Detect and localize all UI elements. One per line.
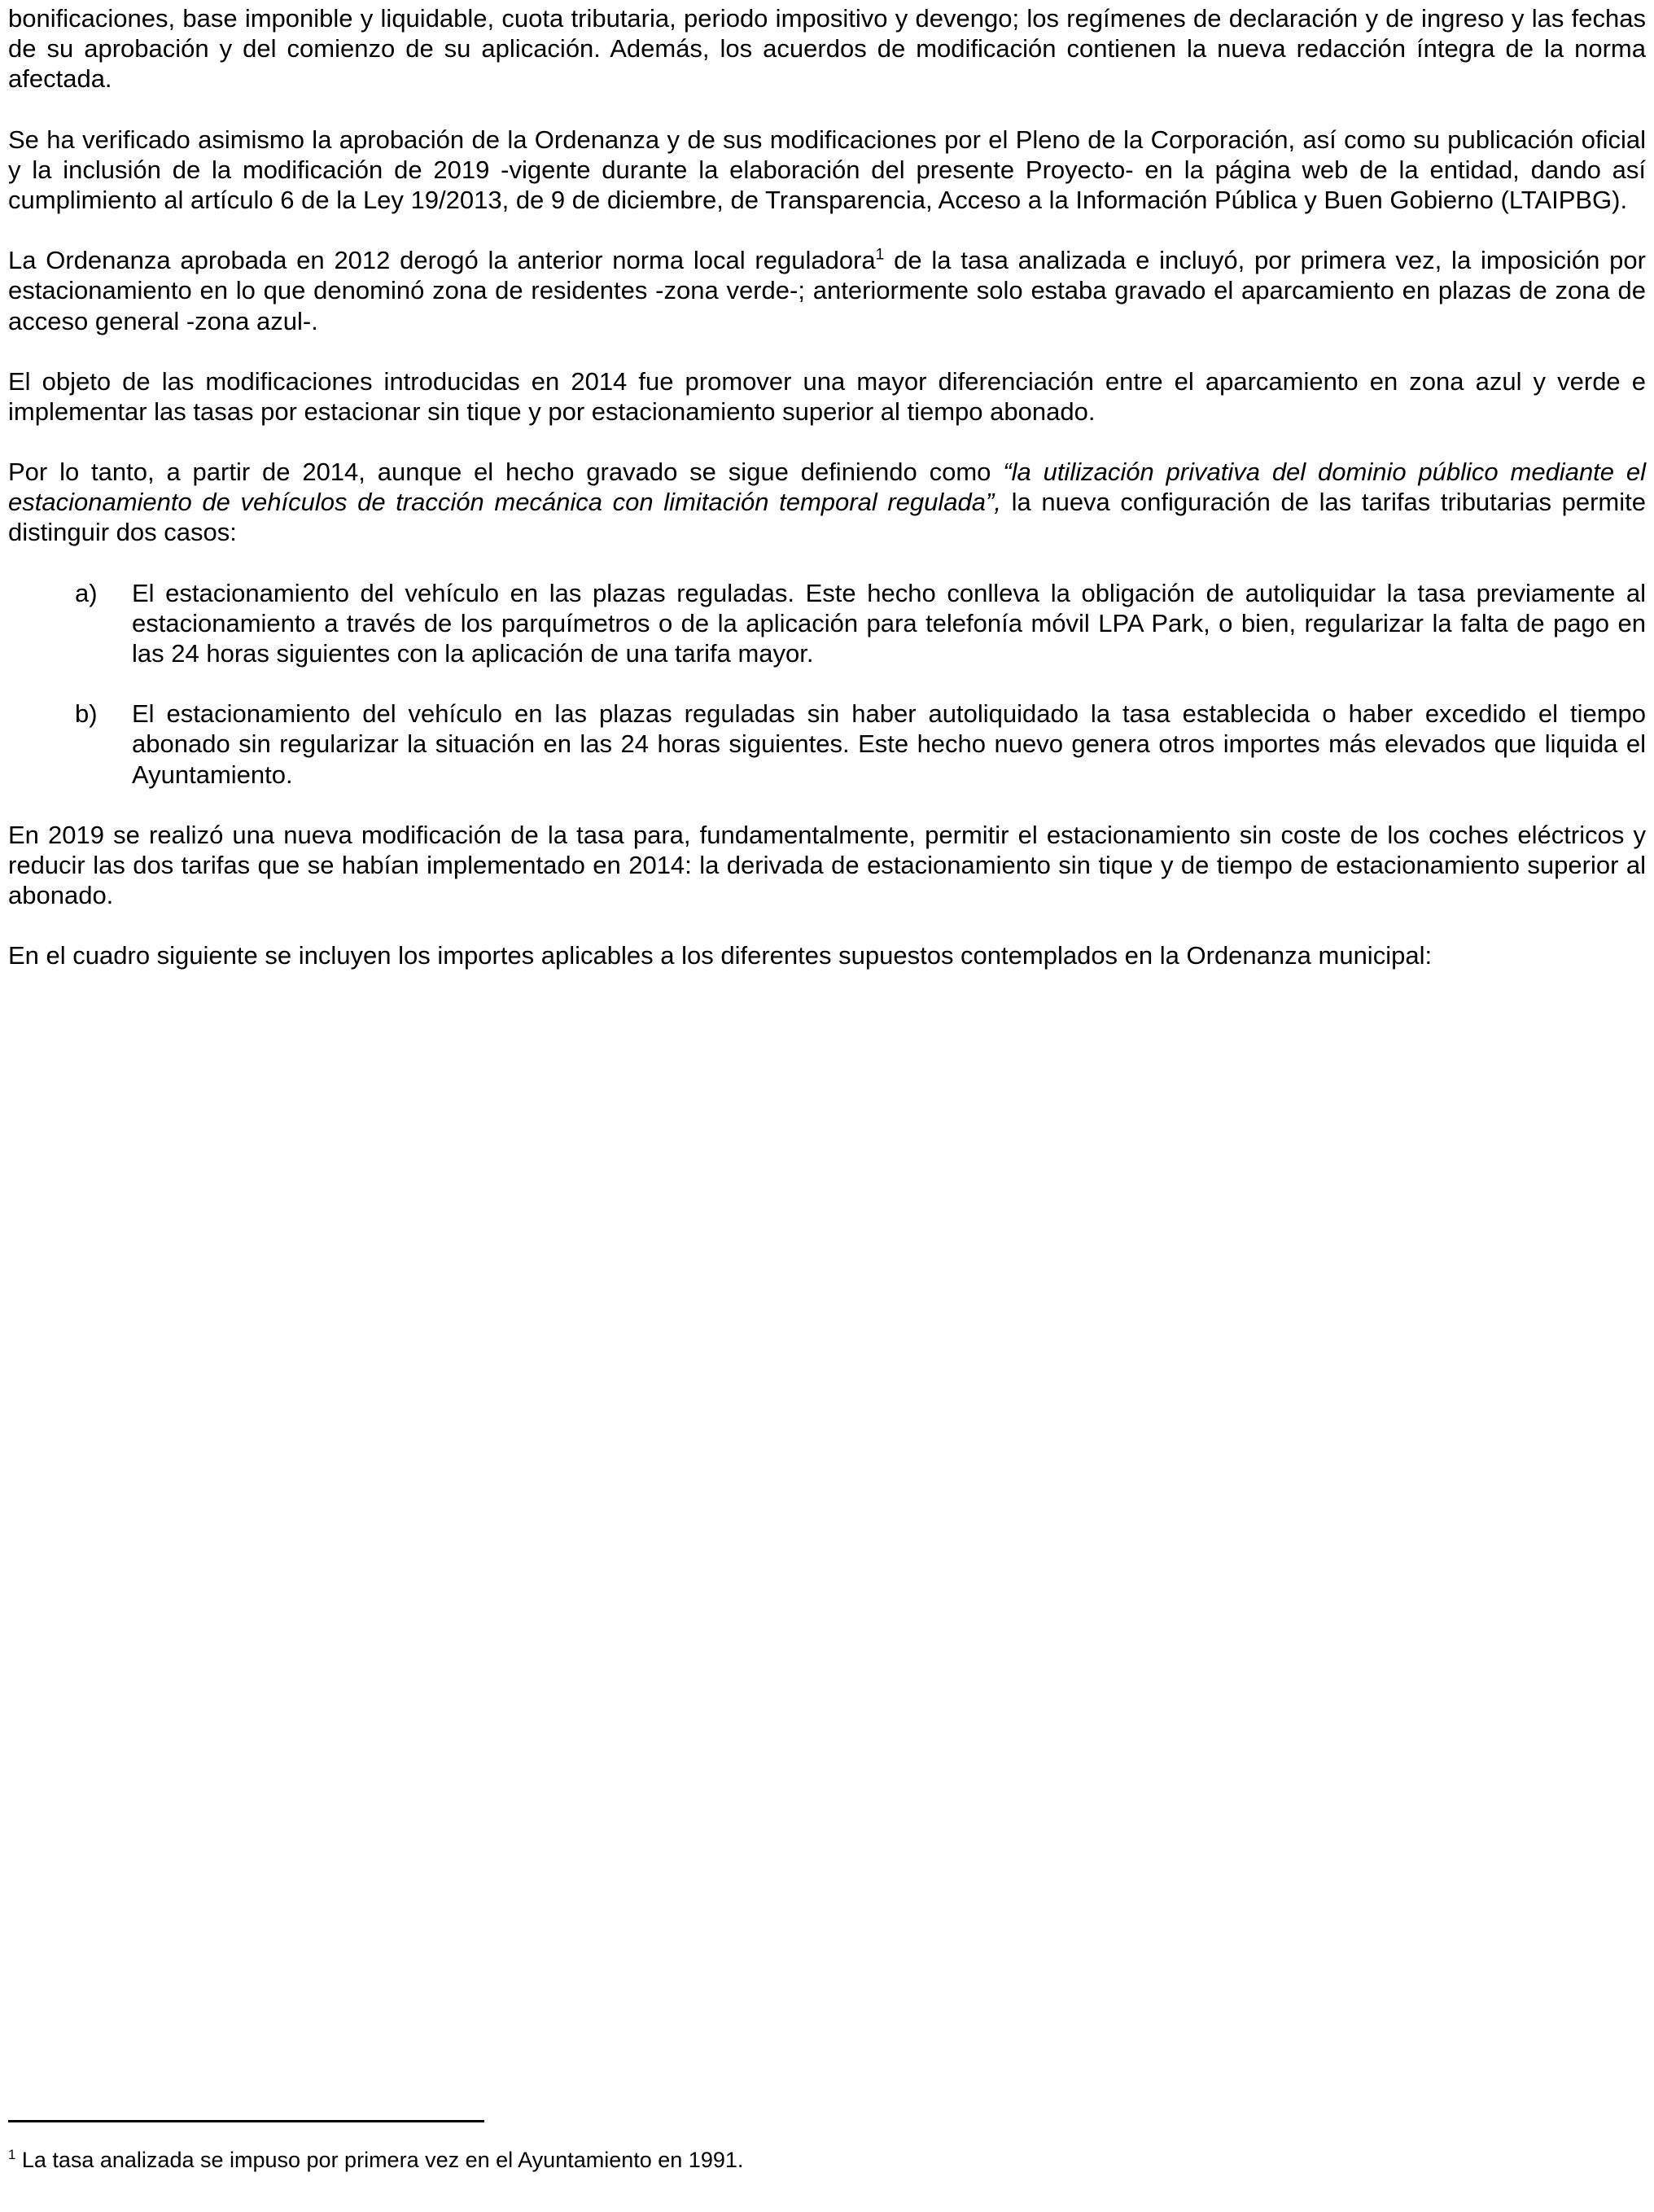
footnote-number: 1 — [8, 2147, 16, 2163]
list-item-text: El estacionamiento del vehículo en las plazas reguladas sin haber autoliquidado la tasa establecida o haber excedido el tiempo abonado sin regularizar la situación en las 24 horas siguientes. Este hecho nuevo genera otros importes más elevados que liquida el Ayuntamiento. — [132, 699, 1646, 789]
paragraph-text: Por lo tanto, a partir de 2014, aunque el hecho gravado se sigue definiendo como — [8, 458, 1004, 487]
list-marker-b: b) — [75, 699, 98, 729]
paragraph-text: de la tasa analizada e incluyó, por primera vez, la imposición por estacionamiento en lo que denominó zona de residentes -zona verde-; anteriormente solo estaba gravado el aparcamiento en plazas de zona de acceso general -zona azul-. — [8, 246, 1646, 335]
footnote-1 — [8, 2147, 1646, 2175]
paragraph-modificacion-2019: En 2019 se realizó una nueva modificación de la tasa para, fundamentalmente, permitir el estacionamiento sin coste de los coches eléctricos y reducir las dos tarifas que se habían implementado en 2014: la derivada de estacionamiento sin tique y de tiempo de estacionamiento superior al abonado. — [8, 820, 1646, 910]
list-item-text: El estacionamiento del vehículo en las plazas reguladas. Este hecho conlleva la obligación de autoliquidar la tasa previamente al estacionamiento a través de los parquímetros o de la aplicación para telefonía móvil LPA Park, o bien, regularizar la falta de pago en las 24 horas siguientes con la aplicación de una tarifa mayor. — [132, 578, 1646, 668]
paragraph-modificaciones-2014: El objeto de las modificaciones introducidas en 2014 fue promover una mayor diferenciación entre el aparcamiento en zona azul y verde e implementar las tasas por estacionar sin tique y por estacionamiento superior al tiempo abonado. — [8, 366, 1646, 426]
paragraph-text: la nueva configuración de las tarifas tributarias permite distinguir dos casos: — [8, 488, 1646, 547]
paragraph-text: La Ordenanza aprobada en 2012 derogó la anterior norma local reguladora — [8, 246, 876, 275]
paragraph-continuation: bonificaciones, base imponible y liquidable, cuota tributaria, periodo impositivo y devengo; los regímenes de declaración y de ingreso y las fechas de su aprobación y del comienzo de su aplicación. Además, los acuerdos de modificación contienen la nueva redacción íntegra de la norma afectada. — [8, 4, 1646, 94]
list-marker-a: a) — [75, 578, 98, 607]
list-item-b — [8, 699, 1646, 790]
paragraph-verificacion: Se ha verificado asimismo la aprobación de la Ordenanza y de sus modificaciones por el Pleno de la Corporación, así como su publicación oficial y la inclusión de la modificación de 2019 -vigente durante la elaboración del presente Proyecto- en la página web de la entidad, dando así cumplimiento al artículo 6 de la Ley 19/2013, de 9 de diciembre, de Transparencia, Acceso a la Información Pública y Buen Gobierno (LTAIPBG). — [8, 125, 1646, 214]
paragraph-hecho-gravado — [8, 457, 1646, 548]
footnote-reference-1: 1 — [875, 246, 885, 264]
footnote-text: La tasa analizada se impuso por primera vez en el Ayuntamiento en 1991. — [15, 2148, 744, 2173]
footnote-area — [8, 2120, 1646, 2175]
paragraph-ordenanza-2012 — [8, 245, 1646, 336]
paragraph-cuadro-siguiente: En el cuadro siguiente se incluyen los importes aplicables a los diferentes supuestos contemplados en la Ordenanza municipal: — [8, 941, 1433, 970]
list-item-a — [8, 578, 1646, 669]
footnote-separator-rule — [8, 2120, 484, 2122]
quoted-legal-definition: “la utilización privativa del dominio público mediante el estacionamiento de vehículos de tracción mecánica con limitación temporal regulada”, — [8, 458, 1647, 517]
